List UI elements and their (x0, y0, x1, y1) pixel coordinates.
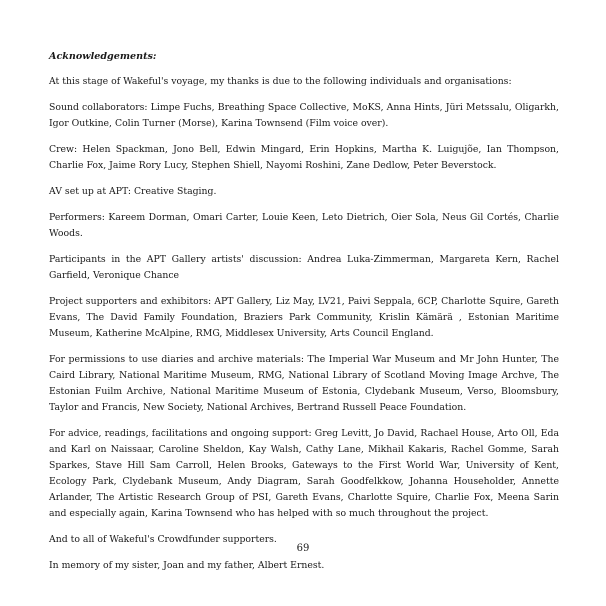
supporters-paragraph: Project supporters and exhibitors: APT Gallery, Liz May, LV21, Paivi Seppala, 6CP, Charlotte Squire, Gareth Evans, The David Family Foundation, Braziers Park Community, Krislin Kämärä , Estonian Maritime Museum, Katherine McAlpine, RMG, Middlesex University, Arts Council England. (49, 296, 559, 339)
acknowledgements-heading: Acknowledgements: (49, 51, 157, 62)
page-number: 69 (296, 543, 310, 554)
crowdfunder-paragraph: And to all of Wakeful's Crowdfunder supporters. (49, 534, 277, 545)
performers-paragraph: Performers: Kareem Dorman, Omari Carter, Louie Keen, Leto Dietrich, Oier Sola, Neus Gil Cortés, Charlie Woods. (49, 212, 559, 239)
crew-paragraph: Crew: Helen Spackman, Jono Bell, Edwin Mingard, Erin Hopkins, Martha K. Luigujõe, Ian Thompson, Charlie Fox, Jaime Rory Lucy, Stephen Shiell, Nayomi Roshini, Zane Dedlow, Peter Beverstock. (49, 144, 559, 171)
av-setup-paragraph: AV set up at APT: Creative Staging. (49, 186, 217, 197)
memory-paragraph: In memory of my sister, Joan and my father, Albert Ernest. (49, 560, 325, 571)
sound-collaborators-paragraph: Sound collaborators: Limpe Fuchs, Breathing Space Collective, MoKS, Anna Hints, Jüri Metssalu, Oligarkh, Igor Outkine, Colin Turner (Morse), Karina Townsend (Film voice over). (49, 102, 559, 129)
advice-paragraph: For advice, readings, facilitations and ongoing support: Greg Levitt, Jo David, Rachael House, Arto Oll, Eda and Karl on Naissaar, Caroline Sheldon, Kay Walsh, Cathy Lane, Mikhail Kakaris, Rachel Gomme, Sarah Sparkes, Stave Hill Sam Carroll, Helen Brooks, Gateways to the First World War, University of Kent, Ecology Park, Clydebank Museum, Andy Diagram, Sarah Goodfelkkow, Johanna Householder, Annette Arlander, The Artistic Research Group of PSI, Gareth Evans, Charlotte Squire, Charlie Fox, Meena Sarin and especially again, Karina Townsend who has helped with so much throughout the project. (49, 428, 559, 519)
document-page (49, 50, 559, 584)
participants-paragraph: Participants in the APT Gallery artists' discussion: Andrea Luka-Zimmerman, Margareta Kern, Rachel Garfield, Veronique Chance (49, 254, 559, 281)
intro-paragraph: At this stage of Wakeful's voyage, my thanks is due to the following individuals and organisations: (49, 76, 512, 87)
permissions-paragraph: For permissions to use diaries and archive materials: The Imperial War Museum and Mr John Hunter, The Caird Library, National Maritime Museum, RMG, National Library of Scotland Moving Image Archve, The Estonian Fuilm Archive, National Maritime Museum of Estonia, Clydebank Museum, Verso, Bloomsbury, Taylor and Francis, New Society, National Archives, Bertrand Russell Peace Foundation. (49, 354, 559, 413)
